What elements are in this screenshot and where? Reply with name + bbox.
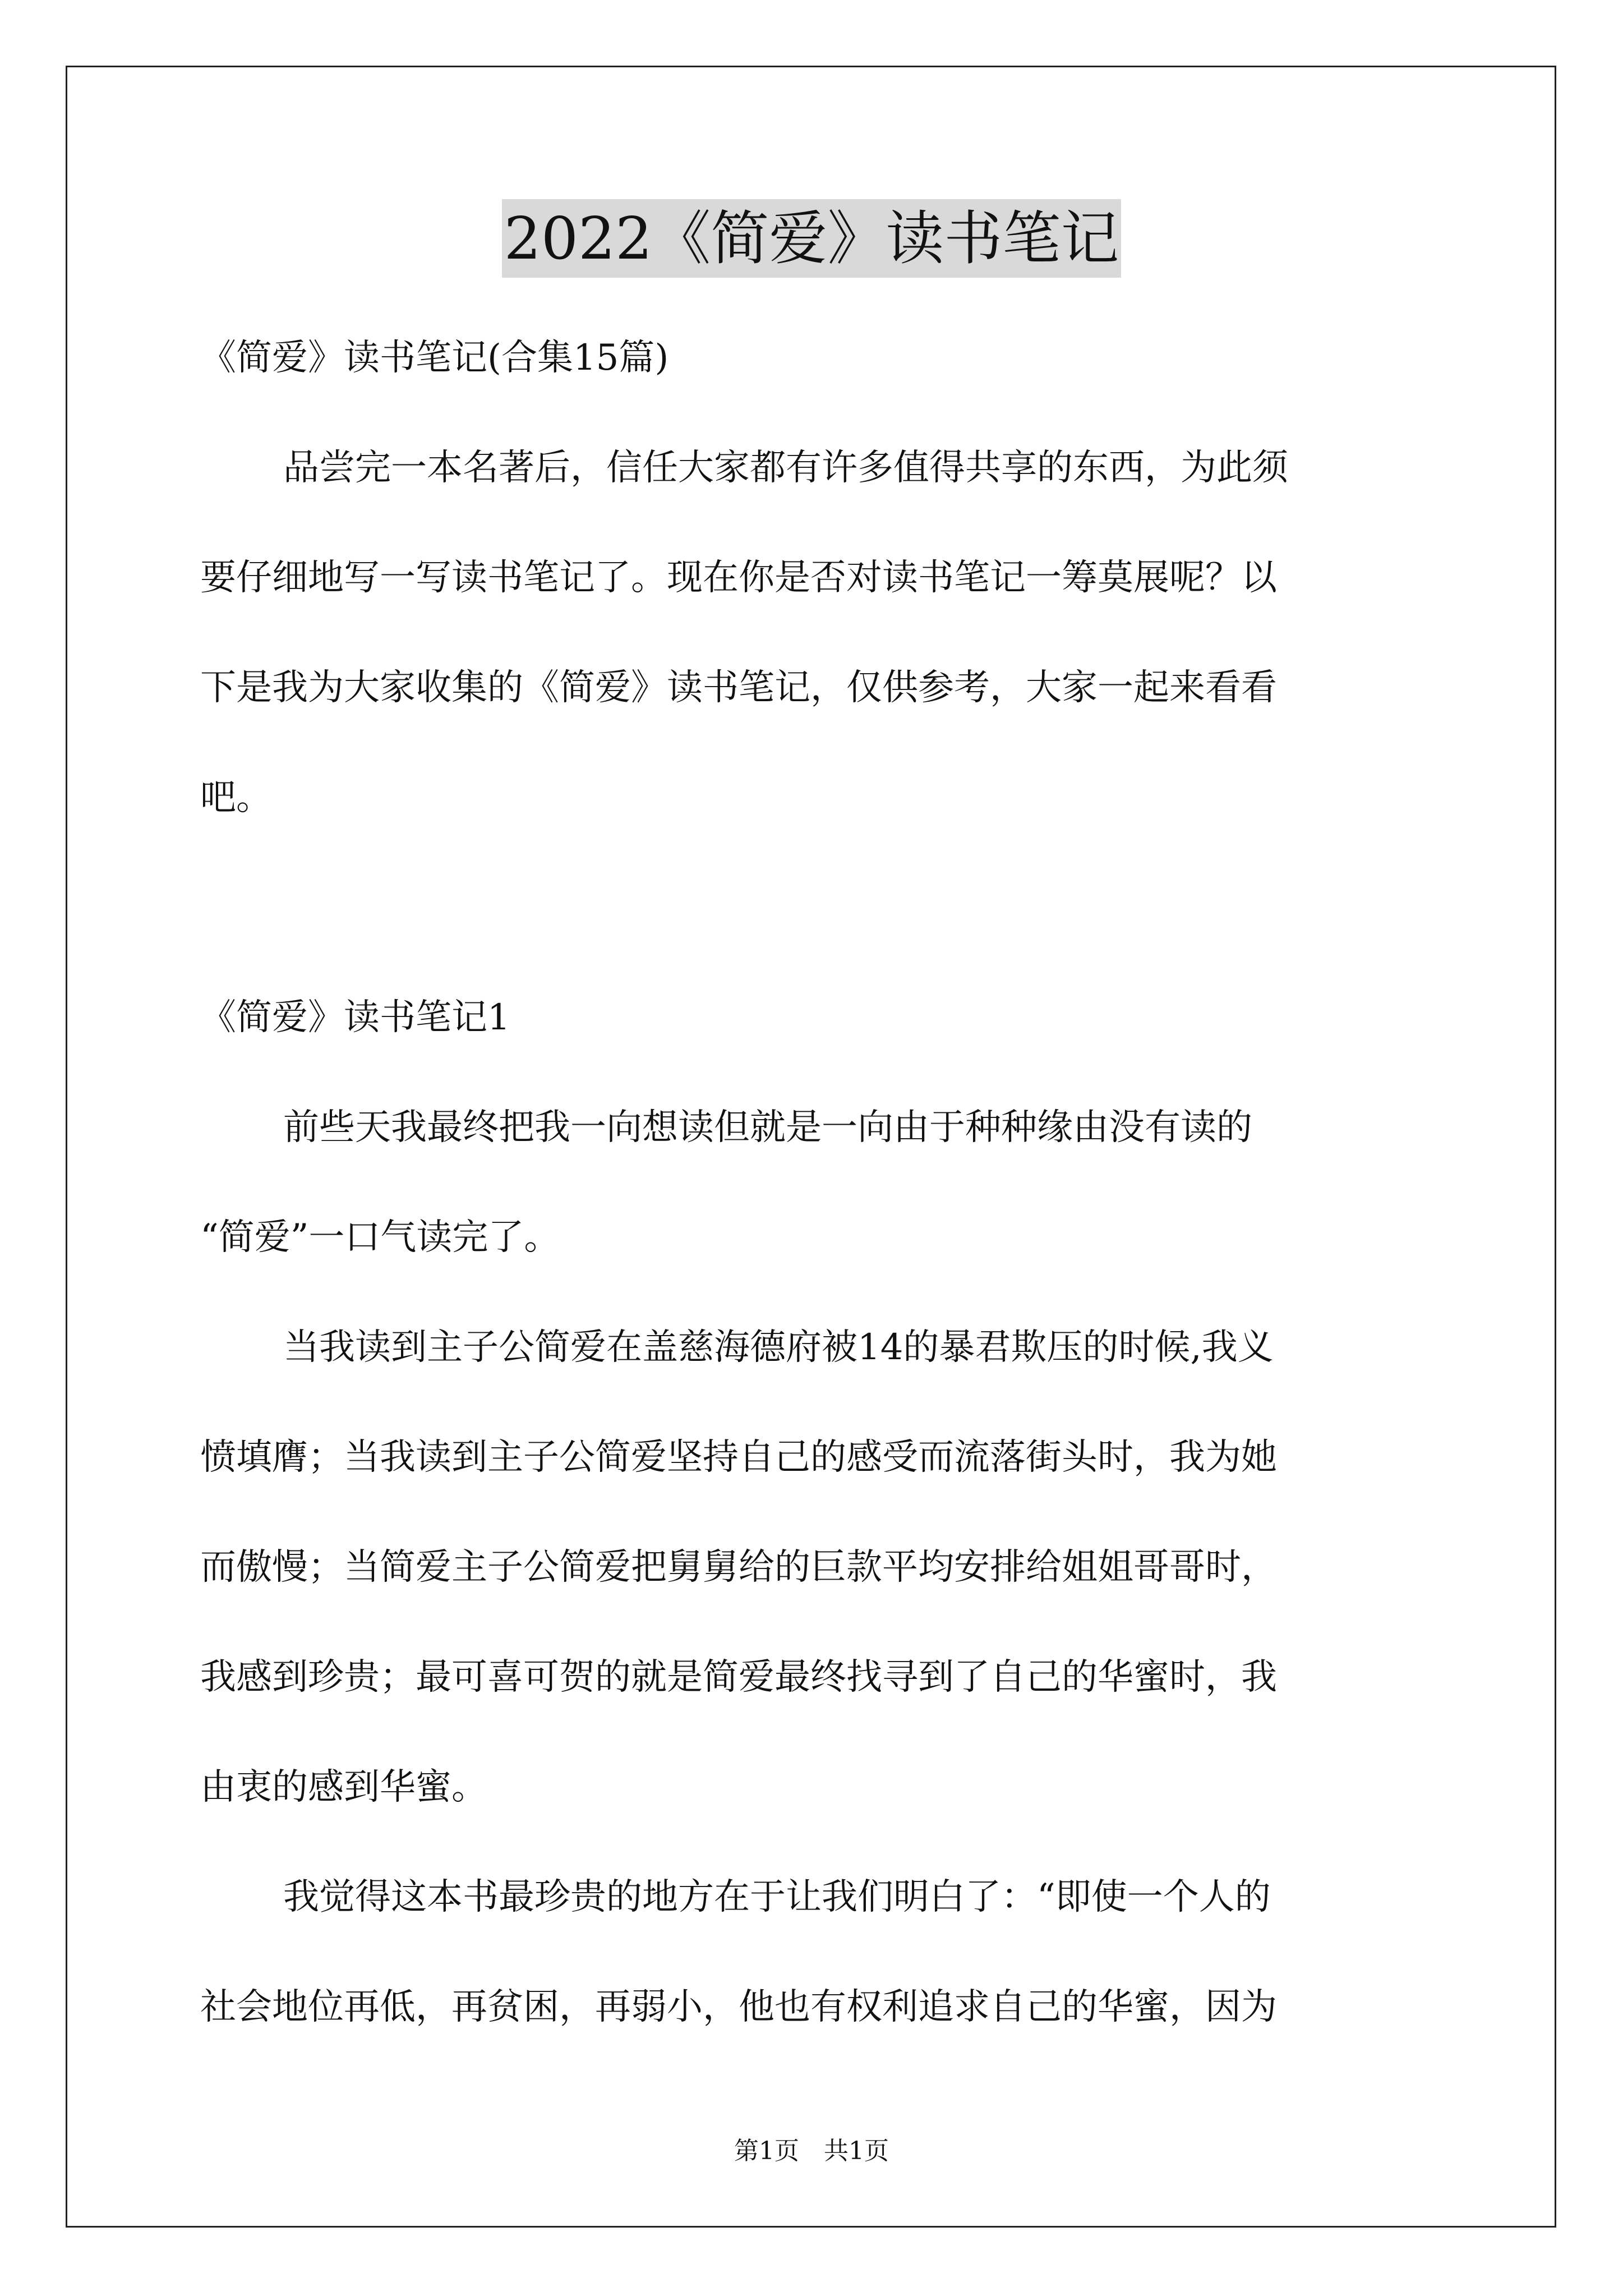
page-number-current: 第1页 xyxy=(734,2137,799,2165)
paragraph-3 xyxy=(200,1842,1428,2062)
paragraph-line: 前些天我最终把我一向想读但就是一向由于种种缘由没有读的 xyxy=(283,1107,1252,1148)
paragraph-line: 而傲慢；当简爱主子公简爱把舅舅给的巨款平均安排给姐姐哥哥时， xyxy=(200,1547,1277,1588)
paragraph-line: 社会地位再低，再贫困，再弱小，他也有权利追求自己的华蜜，因为 xyxy=(200,1986,1277,2028)
intro-paragraph xyxy=(200,413,1428,853)
paragraph-1 xyxy=(200,1073,1428,1292)
paragraph-line: 由衷的感到华蜜。 xyxy=(200,1766,487,1808)
document-title xyxy=(0,199,1623,278)
section-spacer xyxy=(200,853,1428,963)
paragraph-2 xyxy=(200,1292,1428,1842)
page-number-total: 共1页 xyxy=(824,2137,889,2165)
intro-line: 要仔细地写一写读书笔记了。现在你是否对读书笔记一筹莫展呢？以 xyxy=(200,557,1277,599)
paragraph-line: 我觉得这本书最珍贵的地方在于让我们明白了：“即使一个人的 xyxy=(283,1876,1271,1918)
document-subtitle: 《简爱》读书笔记(合集15篇) xyxy=(200,337,669,379)
intro-line: 品尝完一本名著后，信任大家都有许多值得共享的东西，为此须 xyxy=(283,447,1288,489)
intro-line: 吧。 xyxy=(200,777,272,818)
document-title-text: 2022《简爱》读书笔记 xyxy=(502,199,1122,278)
paragraph-line: 我感到珍贵；最可喜可贺的就是简爱最终找寻到了自己的华蜜时，我 xyxy=(200,1657,1277,1698)
paragraph-line: “简爱”一口气读完了。 xyxy=(200,1217,560,1258)
document-body xyxy=(200,303,1428,2062)
paragraph-line: 愤填膺；当我读到主子公简爱坚持自己的感受而流落街头时，我为她 xyxy=(200,1437,1277,1478)
section-heading: 《简爱》读书笔记1 xyxy=(200,997,510,1038)
paragraph-line: 当我读到主子公简爱在盖慈海德府被14的暴君欺压的时候,我义 xyxy=(283,1327,1274,1368)
intro-line: 下是我为大家收集的《简爱》读书笔记，仅供参考，大家一起来看看 xyxy=(200,667,1277,708)
page-footer xyxy=(0,2134,1623,2168)
